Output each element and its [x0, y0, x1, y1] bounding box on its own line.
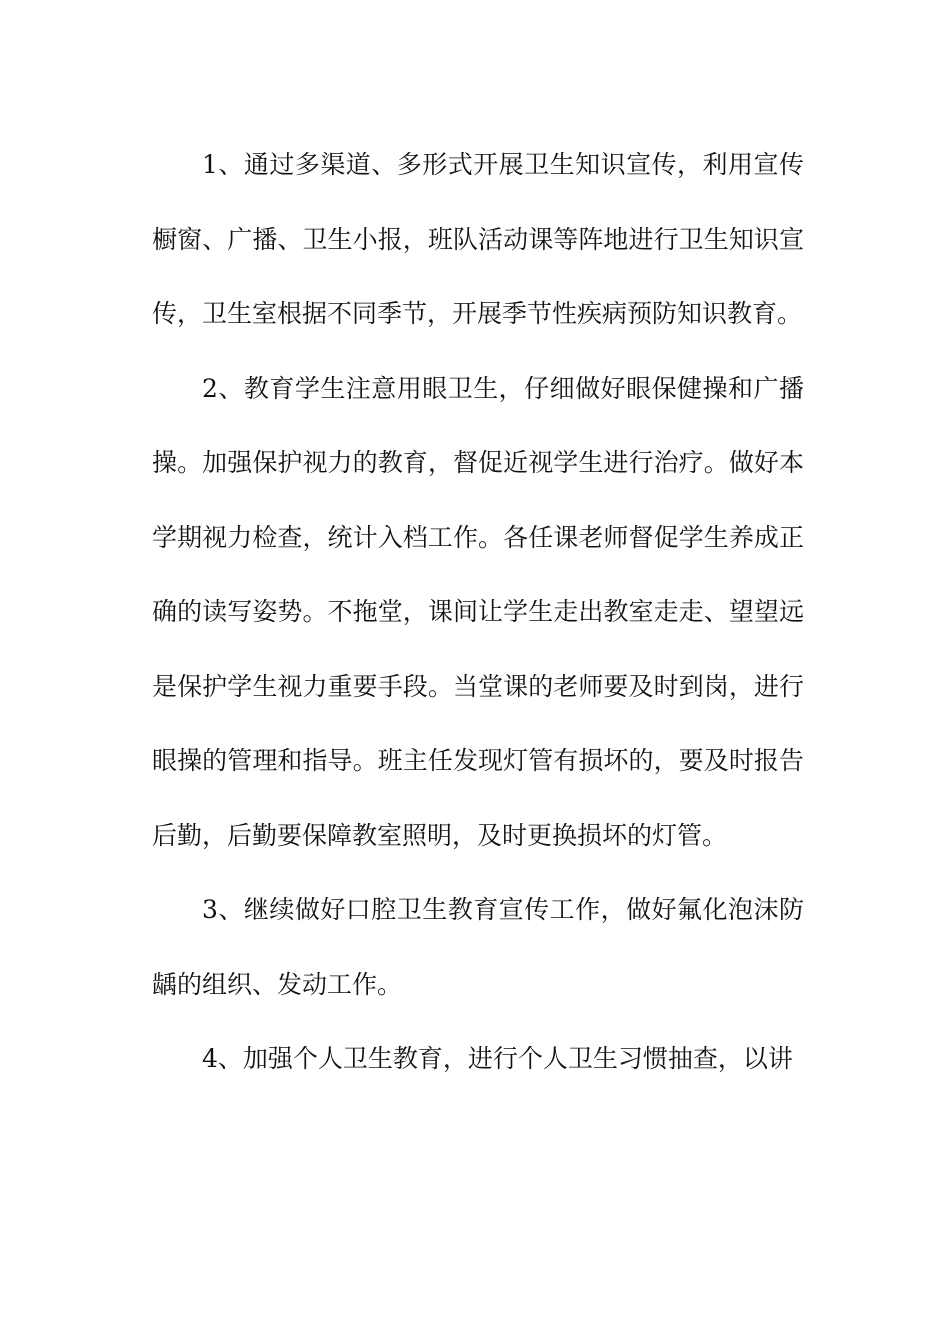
paragraph-3: 3、继续做好口腔卫生教育宣传工作，做好氟化泡沫防龋的组织、发动工作。 [152, 895, 804, 999]
paragraph-4: 4、加强个人卫生教育，进行个人卫生习惯抽查，以讲 [202, 1044, 793, 1073]
paragraph-1: 1、通过多渠道、多形式开展卫生知识宣传，利用宣传橱窗、广播、卫生小报，班队活动课等阵地进行卫生知识宣传，卫生室根据不同季节，开展季节性疾病预防知识教育。 [152, 150, 804, 328]
document-page [152, 128, 804, 1097]
paragraph-2: 2、教育学生注意用眼卫生，仔细做好眼保健操和广播操。加强保护视力的教育，督促近视学生进行治疗。做好本学期视力检查，统计入档工作。各任课老师督促学生养成正确的读写姿势。不拖堂，课间让学生走出教室走走、望望远是保护学生视力重要手段。当堂课的老师要及时到岗，进行眼操的管理和指导。班主任发现灯管有损坏的，要及时报告后勤，后勤要保障教室照明，及时更换损坏的灯管。 [152, 373, 804, 850]
